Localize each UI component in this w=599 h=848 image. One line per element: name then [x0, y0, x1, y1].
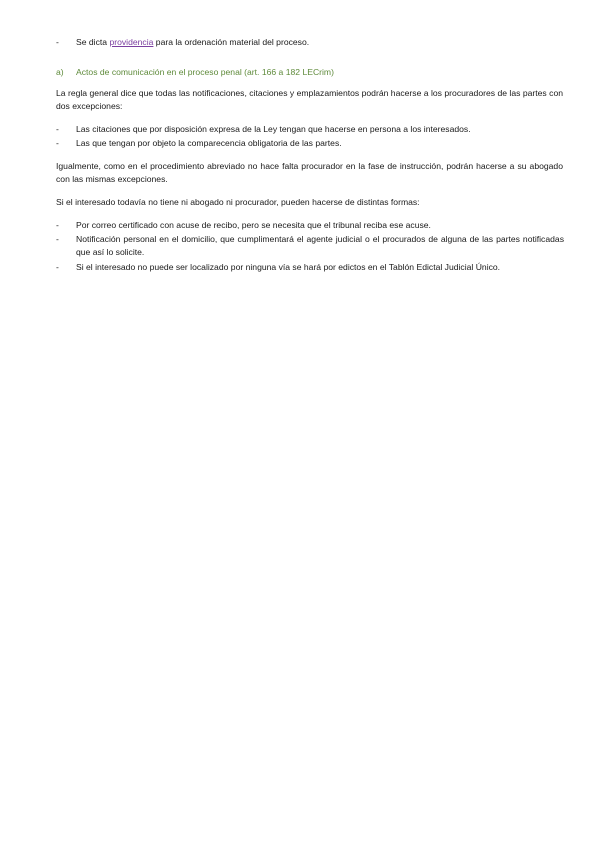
list-item-text: Por correo certificado con acuse de recibo, pero se necesita que el tribunal reciba ese acuse.: [76, 220, 431, 230]
list-item: [56, 233, 564, 259]
text-suffix: para la ordenación material del proceso.: [153, 37, 310, 47]
list-item-text: [76, 36, 564, 49]
bullet-dash: -: [56, 37, 59, 47]
list-item: [56, 261, 564, 274]
list-item-text: Si el interesado no puede ser localizado por ninguna vía se hará por edictos en el Tablón Edictal Judicial Único.: [76, 262, 501, 272]
bullet-dash: -: [56, 262, 59, 272]
section-heading: [56, 66, 334, 79]
heading-marker: a): [56, 67, 64, 77]
bullet-dash: -: [56, 234, 59, 244]
list-item-text: Las que tengan por objeto la comparecencia obligatoria de las partes.: [76, 138, 342, 148]
list-item-text: Las citaciones que por disposición expresa de la Ley tengan que hacerse en persona a los interesados.: [76, 124, 471, 134]
text-prefix: Se dicta: [76, 37, 110, 47]
bullet-dash: -: [56, 220, 59, 230]
paragraph: La regla general dice que todas las notificaciones, citaciones y emplazamientos podrán hacerse a los procuradores de las partes con dos excepciones:: [56, 88, 563, 112]
bullet-dash: -: [56, 138, 59, 148]
bullet-dash: -: [56, 124, 59, 134]
list-item-text: Notificación personal en el domicilio, que cumplimentará el agente judicial o el procurados de alguna de las partes notificadas que así lo solicite.: [76, 234, 564, 258]
providencia-link[interactable]: providencia: [109, 37, 154, 47]
list-item: [56, 219, 564, 232]
list-item: [56, 123, 564, 136]
heading-text: Actos de comunicación en el proceso penal (art. 166 a 182 LECrim): [76, 67, 334, 77]
list-item: [56, 137, 564, 150]
paragraph: Si el interesado todavía no tiene ni abogado ni procurador, pueden hacerse de distintas formas:: [56, 197, 420, 207]
list-item: [56, 36, 564, 49]
paragraph: Igualmente, como en el procedimiento abreviado no hace falta procurador en la fase de instrucción, podrán hacerse a su abogado con las mismas excepciones.: [56, 161, 563, 185]
